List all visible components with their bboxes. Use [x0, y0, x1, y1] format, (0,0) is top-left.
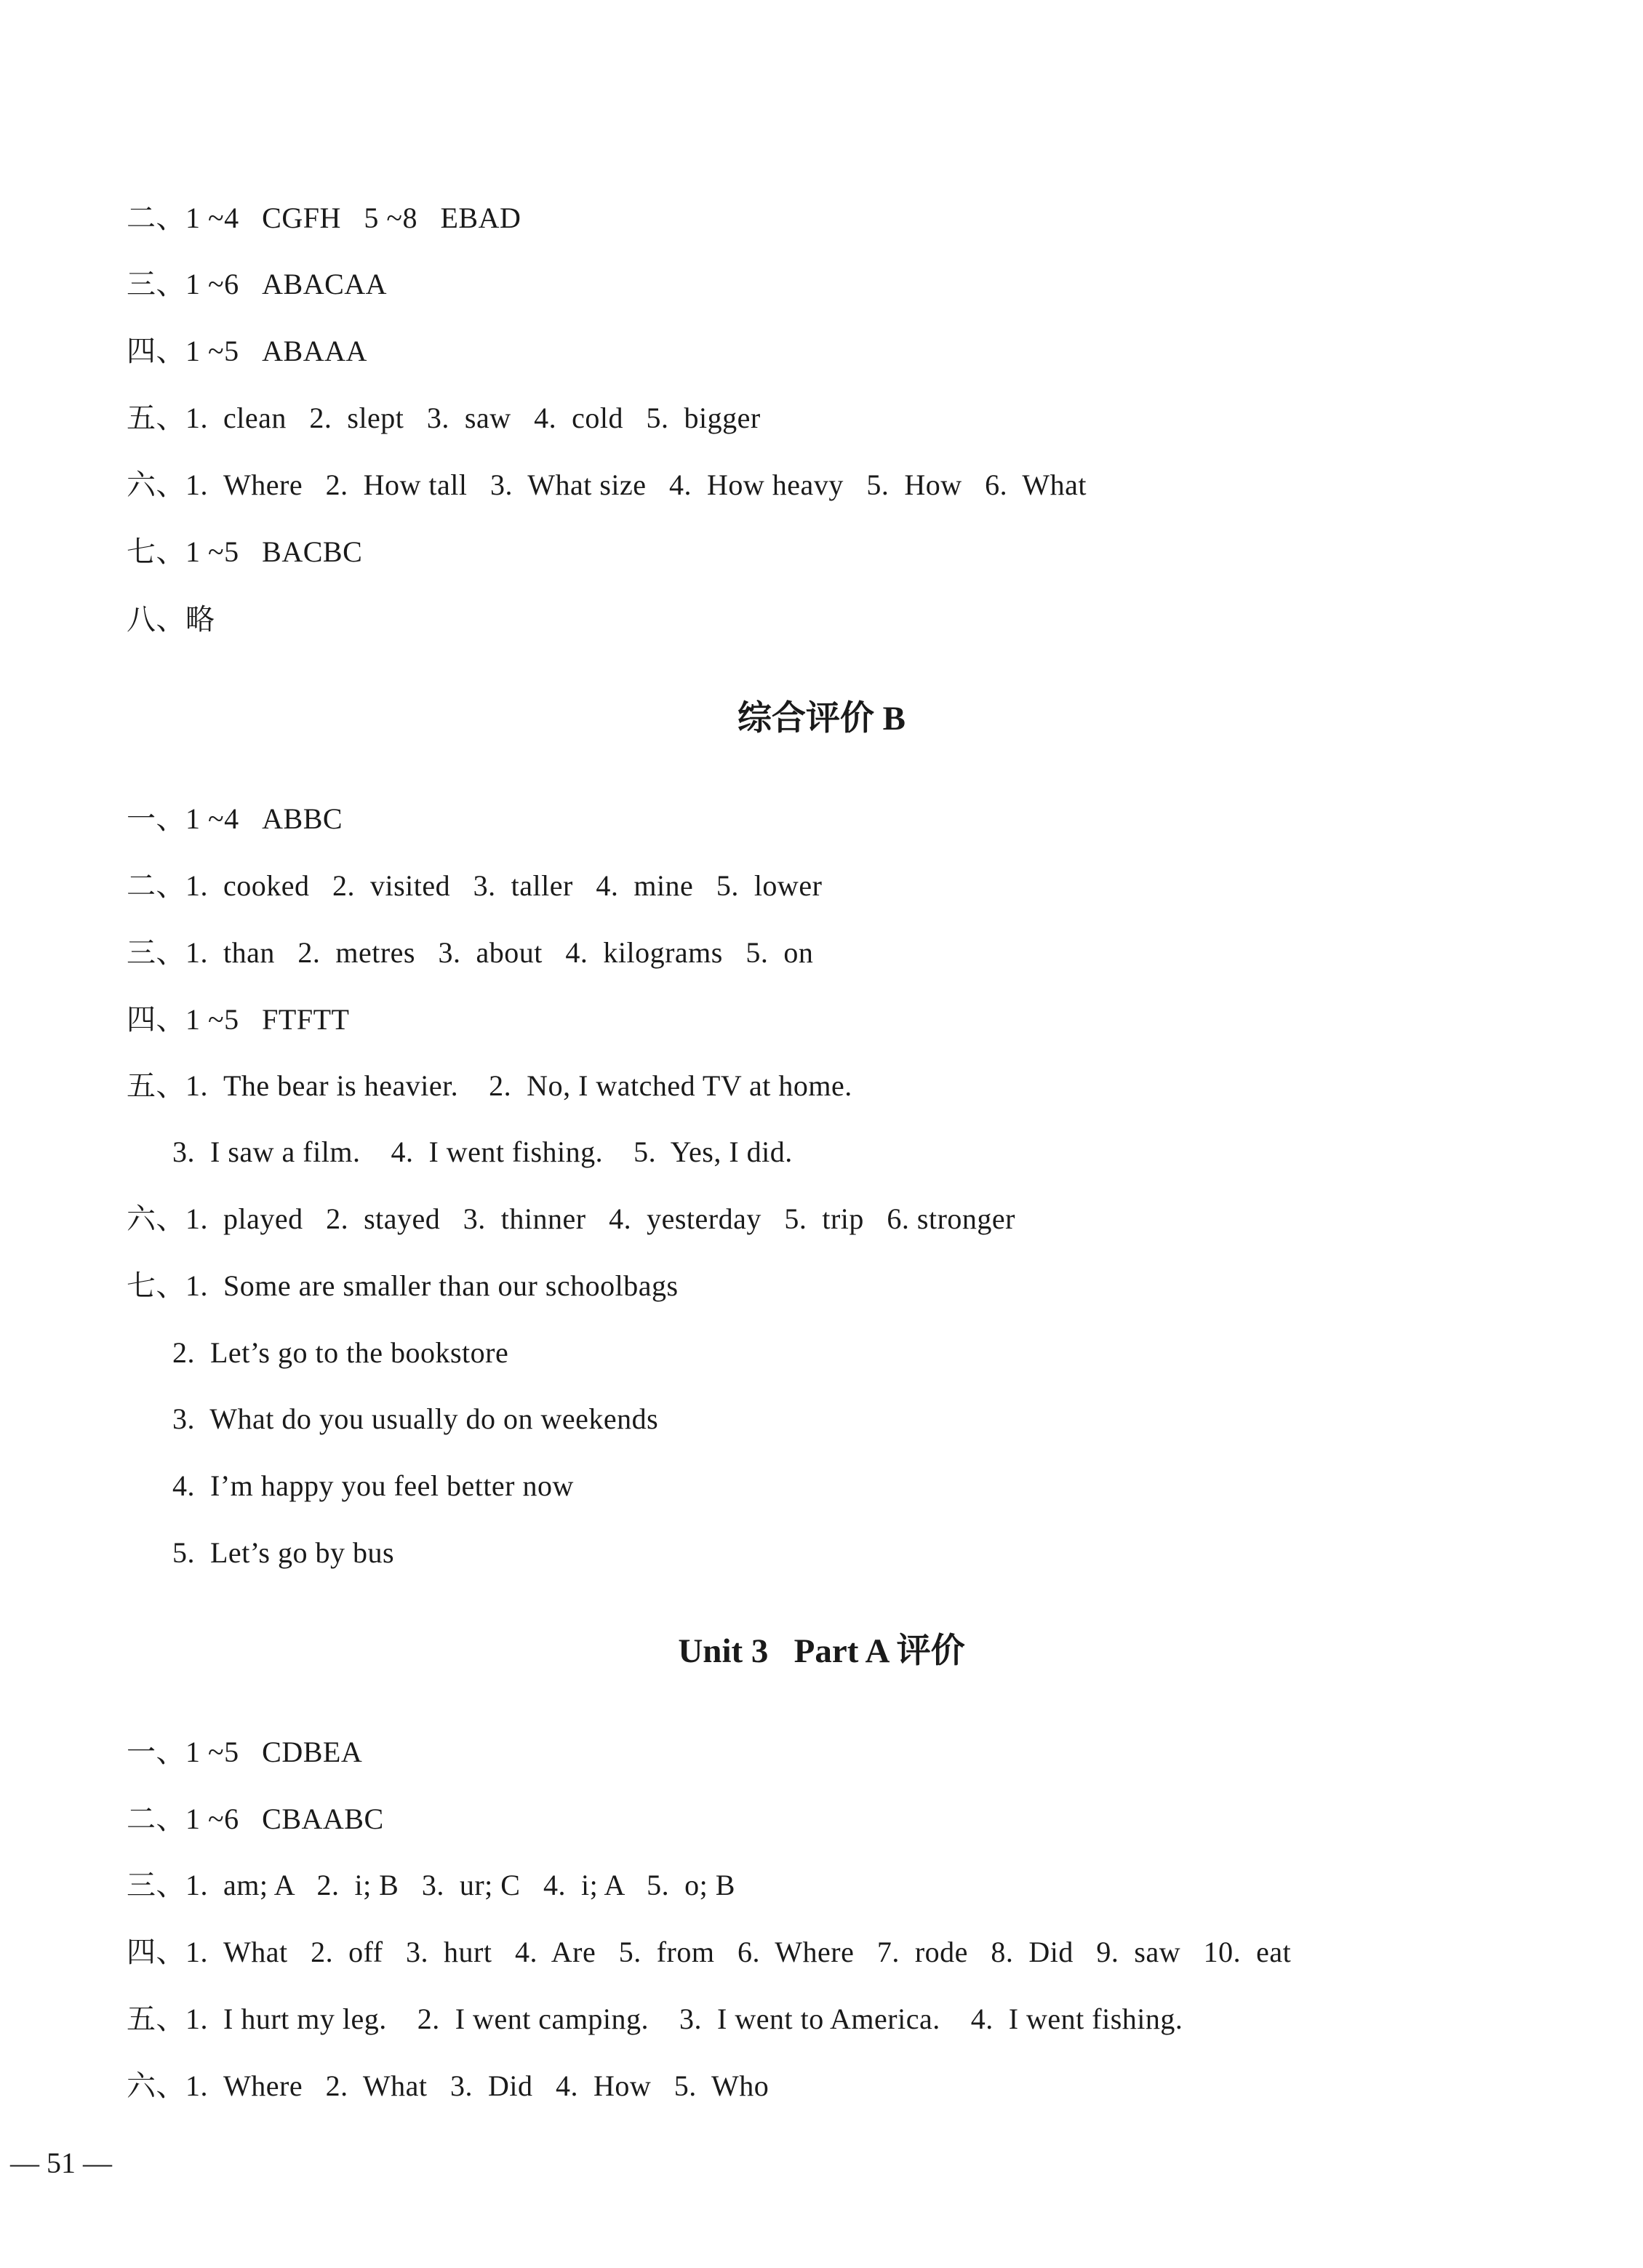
answer-line: 三、1. than 2. metres 3. about 4. kilograms 5. on: [127, 936, 814, 969]
answer-line: 二、1. cooked 2. visited 3. taller 4. mine 5. lower: [127, 869, 823, 902]
answer-line: 3. I saw a film. 4. I went fishing. 5. Yes, I did.: [127, 1135, 793, 1168]
answer-line: 四、1 ~5 ABAAA: [127, 335, 367, 367]
answer-line: 五、1. clean 2. slept 3. saw 4. cold 5. bigger: [127, 402, 761, 434]
answer-line: 四、1. What 2. off 3. hurt 4. Are 5. from 6. Where 7. rode 8. Did 9. saw 10. eat: [127, 1936, 1292, 1968]
answer-line: 5. Let’s go by bus: [127, 1536, 395, 1569]
answer-line: 三、1. am; A 2. i; B 3. ur; C 4. i; A 5. o; B: [127, 1869, 735, 1901]
answer-line: 一、1 ~5 CDBEA: [127, 1736, 363, 1768]
section-heading: Unit 3 Part A 评价: [678, 1632, 965, 1670]
answer-line: 六、1. Where 2. How tall 3. What size 4. How heavy 5. How 6. What: [127, 468, 1087, 501]
page-number: — 51 —: [10, 2147, 112, 2179]
answer-line: 二、1 ~6 CBAABC: [127, 1802, 384, 1835]
answer-line: 三、1 ~6 ABACAA: [127, 268, 388, 300]
answer-line: 4. I’m happy you feel better now: [127, 1469, 574, 1502]
answer-line: 七、1 ~5 BACBC: [127, 535, 363, 568]
answer-line: 七、1. Some are smaller than our schoolbags: [127, 1269, 679, 1302]
answer-line: 五、1. I hurt my leg. 2. I went camping. 3. I went to America. 4. I went fishing.: [127, 2003, 1183, 2035]
answer-line: 五、1. The bear is heavier. 2. No, I watched TV at home.: [127, 1069, 852, 1102]
answer-line: 二、1 ~4 CGFH 5 ~8 EBAD: [127, 201, 521, 234]
answer-line: 3. What do you usually do on weekends: [127, 1402, 659, 1435]
answer-line: 一、1 ~4 ABBC: [127, 802, 343, 835]
answer-line: 六、1. Where 2. What 3. Did 4. How 5. Who: [127, 2069, 769, 2102]
answer-line: 六、1. played 2. stayed 3. thinner 4. yesterday 5. trip 6. stronger: [127, 1202, 1015, 1235]
answer-line: 2. Let’s go to the bookstore: [127, 1336, 509, 1369]
section-heading: 综合评价 B: [737, 700, 906, 738]
answer-line: 四、1 ~5 FTFTT: [127, 1003, 350, 1036]
answer-line: 八、略: [127, 603, 215, 636]
